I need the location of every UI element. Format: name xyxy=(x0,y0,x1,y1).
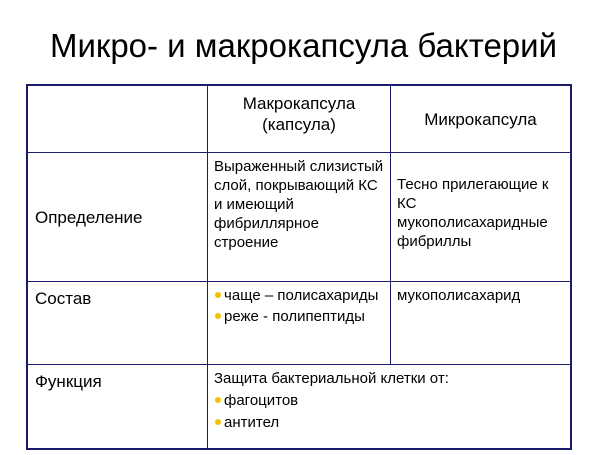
row-label-composition-text: Состав xyxy=(35,289,92,308)
function-bullet-text: антител xyxy=(224,414,280,431)
cell-composition-micro xyxy=(391,282,570,365)
bullet-dot-icon xyxy=(215,419,221,425)
bullet-dot-icon xyxy=(215,292,221,298)
header-empty-cell xyxy=(28,86,208,153)
slide-title: Микро- и макрокапсула бактерий xyxy=(49,27,558,64)
cell-function xyxy=(208,365,570,448)
row-label-definition-text: Определение xyxy=(35,207,143,227)
bullet-dot-icon xyxy=(215,313,221,319)
function-intro-text: Защита бактериальной клетки от: xyxy=(214,370,449,387)
cell-definition-macro xyxy=(208,153,391,282)
cell-composition-macro xyxy=(208,282,391,365)
header-microcapsule xyxy=(391,86,570,153)
cell-definition-micro xyxy=(391,153,570,282)
header-microcapsule-label: Микрокапсула xyxy=(424,109,537,129)
composition-bullet-text: реже - полипептиды xyxy=(224,308,365,325)
row-label-function xyxy=(28,365,208,448)
definition-macro-text: Выраженный слизистый слой, покрывающий КС и имеющий фибриллярное строение xyxy=(214,158,384,251)
composition-bullet-text: чаще – полисахариды xyxy=(224,287,379,304)
bullet-dot-icon xyxy=(215,397,221,403)
row-label-composition xyxy=(28,282,208,365)
row-label-function-text: Функция xyxy=(35,372,102,391)
composition-bullet-item xyxy=(214,307,386,326)
composition-bullet-item xyxy=(214,286,386,305)
function-bullet-item xyxy=(214,391,566,410)
function-bullet-text: фагоцитов xyxy=(224,392,299,409)
function-bullet-item xyxy=(214,413,566,432)
definition-micro-text: Тесно прилегающие к КС мукополисахаридные фибриллы xyxy=(397,176,549,250)
row-label-definition xyxy=(28,153,208,282)
header-macrocapsule xyxy=(208,86,391,153)
header-macrocapsule-label: Макрокапсула (капсула) xyxy=(242,94,356,134)
composition-micro-text: мукополисахарид xyxy=(397,287,521,304)
comparison-table xyxy=(26,84,572,450)
